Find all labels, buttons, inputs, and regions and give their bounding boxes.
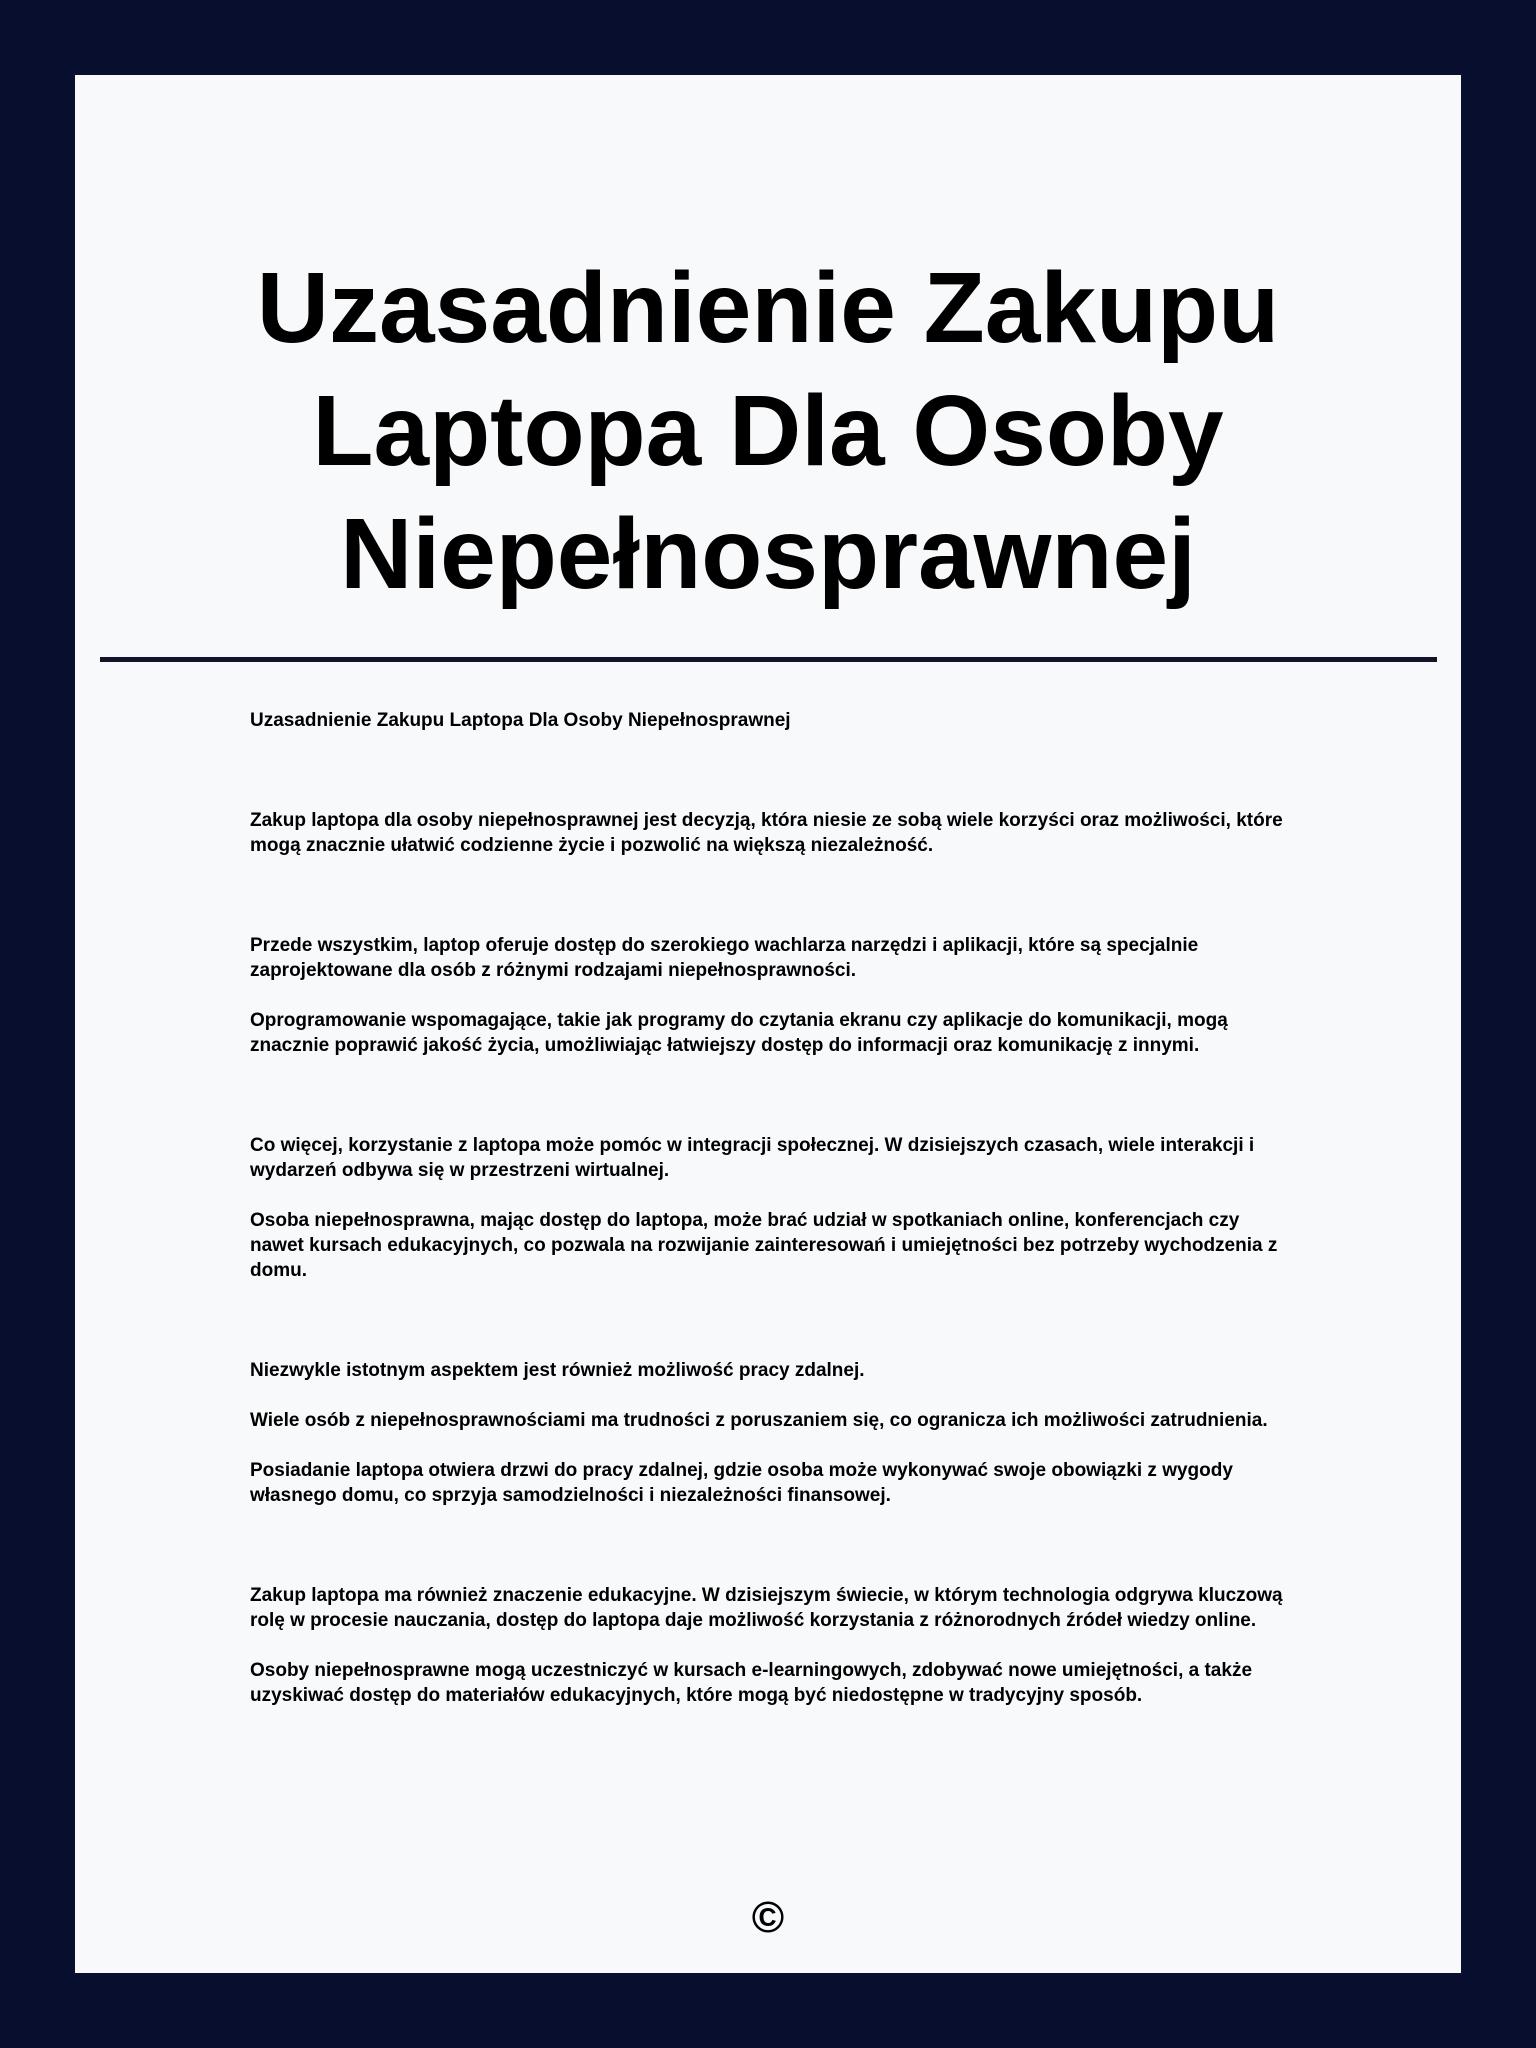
title-line: Niepełnosprawnej <box>340 498 1196 610</box>
paragraph: Wiele osób z niepełnosprawnościami ma trudności z poruszaniem się, co ogranicza ich możliwości zatrudnienia. <box>250 1410 1268 1431</box>
document-heading: Uzasadnienie Zakupu Laptopa Dla Osoby Niepełnosprawnej <box>250 710 791 731</box>
paragraph: Niezwykle istotnym aspektem jest również możliwość pracy zdalnej. <box>250 1360 865 1381</box>
section-1 <box>250 808 1290 858</box>
paragraph: Oprogramowanie wspomagające, takie jak programy do czytania ekranu czy aplikacje do komunikacji, mogą znacznie poprawić jakość życia, umożliwiając łatwiejszy dostęp do informacji oraz komunikację z innymi. <box>250 1010 1228 1056</box>
paragraph: Osoby niepełnosprawne mogą uczestniczyć w kursach e-learningowych, zdobywać nowe umiejętności, a także uzyskiwać dostęp do materiałów edukacyjnych, które mogą być niedostępne w tradycyjny sposób. <box>250 1660 1253 1706</box>
title-line: Laptopa Dla Osoby <box>312 375 1224 487</box>
page-title <box>75 247 1461 616</box>
document-page <box>75 75 1461 1973</box>
section-3 <box>250 1133 1290 1283</box>
paragraph: Przede wszystkim, laptop oferuje dostęp do szerokiego wachlarza narzędzi i aplikacji, które są specjalnie zaprojektowane dla osób z różnymi rodzajami niepełnosprawności. <box>250 935 1199 981</box>
title-divider <box>100 657 1437 662</box>
paragraph: Co więcej, korzystanie z laptopa może pomóc w integracji społecznej. W dzisiejszych czasach, wiele interakcji i wydarzeń odbywa się w przestrzeni wirtualnej. <box>250 1135 1255 1181</box>
paragraph: Zakup laptopa dla osoby niepełnosprawnej jest decyzją, która niesie ze sobą wiele korzyści oraz możliwości, które mogą znacznie ułatwić codzienne życie i pozwolić na większą niezależność. <box>250 810 1283 856</box>
document-body <box>250 708 1290 1783</box>
paragraph: Posiadanie laptopa otwiera drzwi do pracy zdalnej, gdzie osoba może wykonywać swoje obowiązki z wygody własnego domu, co sprzyja samodzielności i niezależności finansowej. <box>250 1460 1233 1506</box>
section-5 <box>250 1583 1290 1708</box>
title-line: Uzasadnienie Zakupu <box>256 252 1280 364</box>
paragraph: Zakup laptopa ma również znaczenie edukacyjne. W dzisiejszym świecie, w którym technologia odgrywa kluczową rolę w procesie nauczania, dostęp do laptopa daje możliwość korzystania z różnorodnych źródeł wiedzy online. <box>250 1585 1283 1631</box>
copyright-icon: © <box>751 1893 785 1942</box>
paragraph: Osoba niepełnosprawna, mając dostęp do laptopa, może brać udział w spotkaniach online, konferencjach czy nawet kursach edukacyjnych, co pozwala na rozwijanie zainteresowań i umiejętności bez potrzeby wychodzenia z domu. <box>250 1210 1278 1281</box>
section-2 <box>250 933 1290 1058</box>
section-4 <box>250 1358 1290 1508</box>
